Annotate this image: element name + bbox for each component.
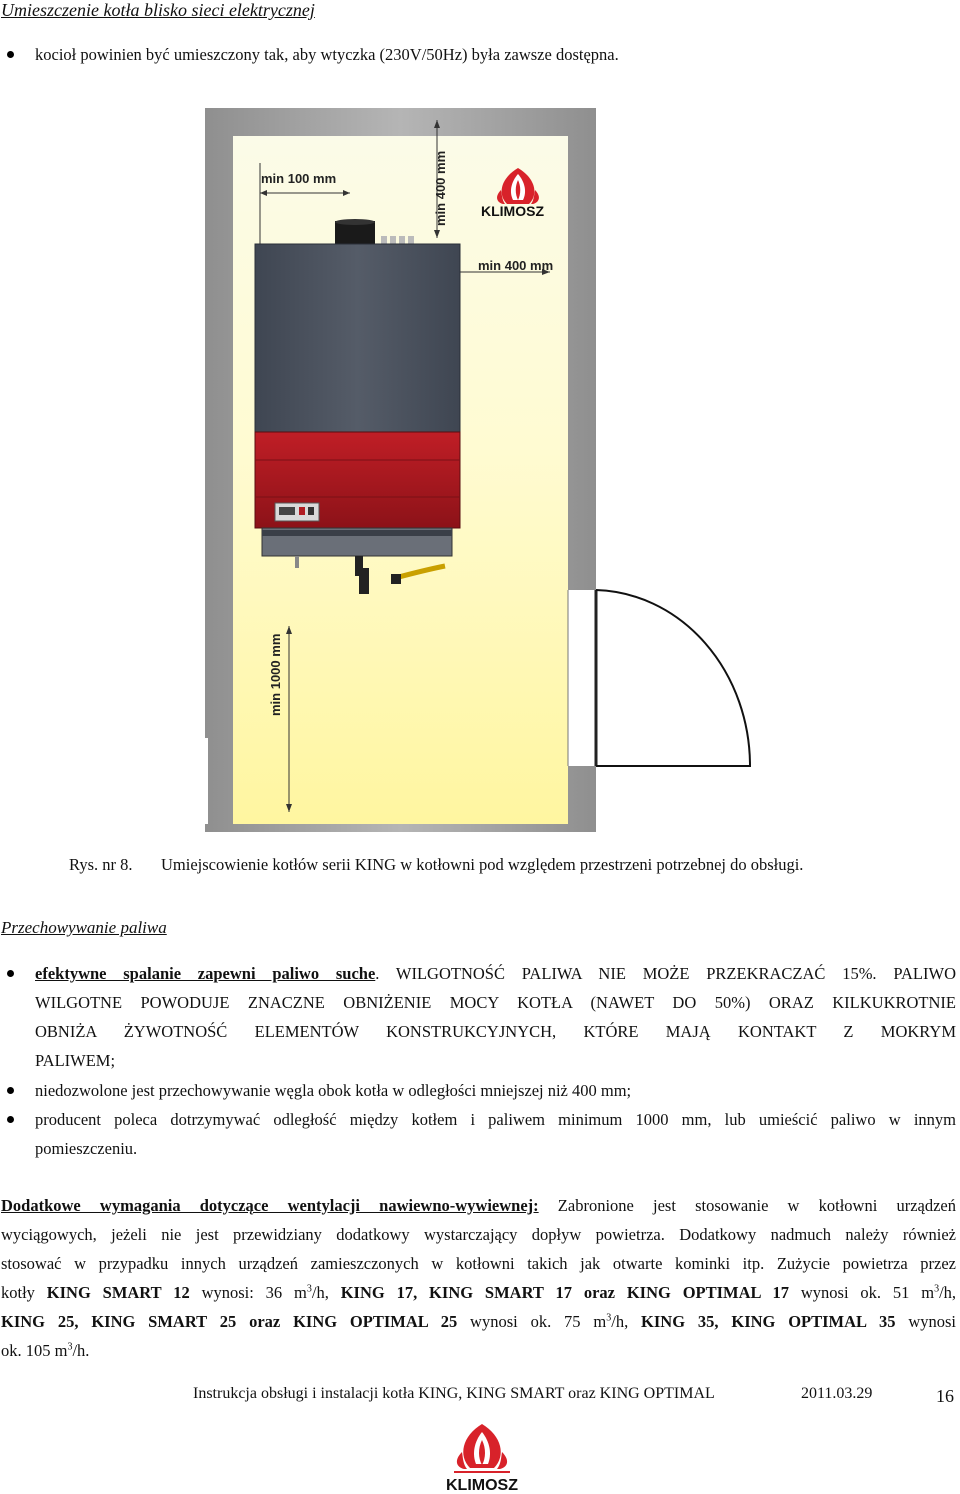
door-opening — [568, 590, 596, 766]
bullet-text-plug: kocioł powinien być umieszczony tak, aby wtyczka (230V/50Hz) była zawsze dostępna. — [35, 45, 619, 64]
dim-label-left: min 100 mm — [261, 171, 337, 186]
dim-label-right: min 400 mm — [478, 258, 554, 273]
ventilation-paragraph: Dodatkowe wymagania dotyczące wentylacji nawiewno-wywiewnej: Zabronione jest stosowanie w kotłowni urządzeń wyciągowych, jeżeli nie jest przewidziany dodatkowy wystarczający dopływ powietrza. Dodatkowy nadmuch należy również stosować w przypadku innych urządzeń zamieszczonych w kotłowni takich jak otwarte kominki itp. Zużycie powietrza przez kotły KING SMART 12 wynosi: 36 $m^3/h$, KING 17, KING SMART 17 oraz KING OPTIMAL 17 wynosi ok. 51 $m^3/h$, KING 25, KING SMART 25 oraz KING OPTIMAL 25 wynosi ok. 75 $m^3/h$, KING 35, KING OPTIMAL 35 wynosi ok. 105 $m^3/h$. — [1, 1196, 957, 1360]
section-heading-electrical: Umieszczenie kotła blisko sieci elektrycznej — [1, 0, 315, 20]
bullet-dot — [7, 1116, 14, 1123]
section-heading-fuel: Przechowywanie paliwa — [1, 918, 167, 937]
bullet-dot — [7, 51, 14, 58]
footer-title: Instrukcja obsługi i instalacji kotła KING, KING SMART oraz KING OPTIMAL — [193, 1385, 715, 1402]
dim-label-top: min 400 mm — [433, 150, 448, 226]
boiler-illustration — [255, 219, 460, 594]
bullet-text-dry-fuel: efektywne spalanie zapewni paliwo suche. WILGOTNOŚĆ PALIWA NIE MOŻE PRZEKRACZAĆ 15%. PALIWO WILGOTNE POWODUJE ZNACZNE OBNIŻENIE MOCY KOTŁA (NAWET DO 50%) ORAZ KILKUKROTNIE OBNIŻA ŻYWOTNOŚĆ ELEMENTÓW KONSTRUKCYJNYCH, KTÓRE MAJĄ KONTAKT Z MOKRYM PALIWEM; — [35, 964, 956, 1070]
boiler-placement-figure — [205, 108, 757, 832]
bullet-text-coal-distance: niedozwolone jest przechowywanie węgla obok kotła w odległości mniejszej niż 400 mm; — [35, 1081, 632, 1100]
footer-logo-text: KLIMOSZ — [446, 1477, 518, 1494]
page-number: 16 — [936, 1386, 954, 1406]
klimosz-logo-text: KLIMOSZ — [481, 203, 544, 219]
figure-caption-number: Rys. nr 8. — [69, 855, 133, 874]
dim-label-bottom: min 1000 mm — [268, 633, 283, 716]
bullet-dot — [7, 970, 14, 977]
figure-caption-text: Umiejscowienie kotłów serii KING w kotłowni pod względem przestrzeni potrzebnej do obsługi. — [161, 855, 804, 874]
boiler-body — [255, 244, 460, 432]
dry-fuel-emphasis: efektywne spalanie zapewni paliwo suche — [35, 964, 376, 983]
door-swing-arc — [596, 590, 750, 766]
bullet-dot — [7, 1087, 14, 1094]
ventilation-heading: Dodatkowe wymagania dotyczące wentylacji nawiewno-wywiewnej: — [1, 1196, 539, 1215]
footer-klimosz-logo — [432, 1420, 532, 1494]
bullet-text-fuel-distance: producent poleca dotrzymywać odległość między kotłem i paliwem minimum 1000 mm, lub umieścić paliwo w innym pomieszczeniu. — [35, 1110, 956, 1158]
footer-date: 2011.03.29 — [801, 1385, 873, 1402]
